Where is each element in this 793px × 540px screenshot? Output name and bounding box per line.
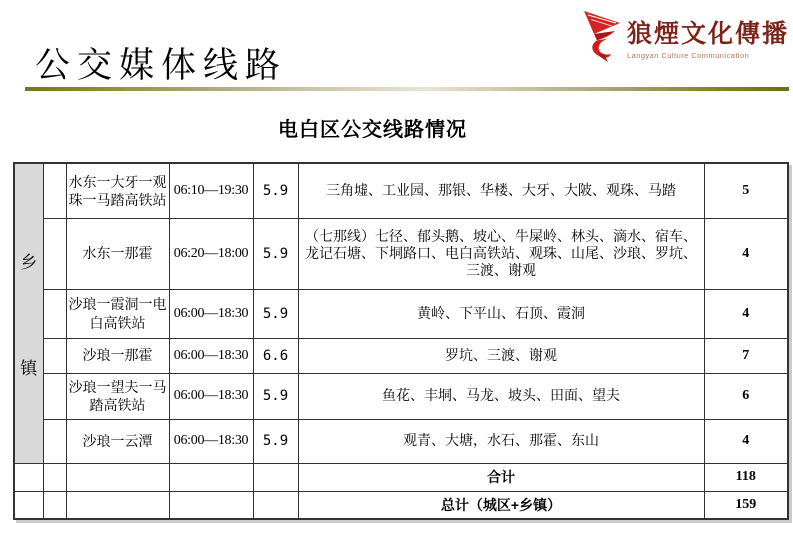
cell-time: 06:00—18:30 bbox=[169, 419, 253, 463]
red-ribbon-bird-icon bbox=[580, 7, 622, 63]
township-group-cell bbox=[14, 163, 43, 463]
brand-name-zh: 狼煙文化傳播 bbox=[626, 21, 789, 48]
spacer-cell bbox=[169, 463, 253, 491]
route-row bbox=[14, 338, 788, 373]
cell-km: 5.9 bbox=[253, 289, 298, 338]
cell-stops: 鱼花、丰垌、马龙、坡头、田面、望夫 bbox=[298, 373, 704, 419]
spacer-cell bbox=[66, 491, 169, 519]
summary-row bbox=[14, 491, 788, 519]
summary-label: 合计 bbox=[298, 463, 704, 491]
brand-text bbox=[627, 7, 789, 60]
route-row bbox=[14, 289, 788, 338]
cell-route: 沙琅一望夫一马踏高铁站 bbox=[66, 373, 169, 419]
spacer-cell bbox=[14, 491, 43, 519]
township-group-char: 镇 bbox=[20, 358, 38, 378]
cell-route: 水东一那霍 bbox=[66, 218, 169, 289]
summary-row bbox=[14, 463, 788, 491]
spacer-cell bbox=[43, 463, 66, 491]
summary-value: 159 bbox=[704, 491, 788, 519]
cell-time: 06:00—18:30 bbox=[169, 373, 253, 419]
route-row bbox=[14, 419, 788, 463]
cell-count: 4 bbox=[704, 419, 788, 463]
cell-time: 06:00—18:30 bbox=[169, 289, 253, 338]
spacer-cell bbox=[43, 338, 66, 373]
spacer-cell bbox=[43, 491, 66, 519]
bus-routes-table bbox=[13, 162, 789, 520]
cell-count: 5 bbox=[704, 163, 788, 218]
title-underline bbox=[25, 87, 789, 91]
page-title: 公交媒体线路 bbox=[35, 46, 288, 85]
spacer-cell bbox=[169, 491, 253, 519]
route-row bbox=[14, 373, 788, 419]
cell-route: 沙琅一霞洞一电白高铁站 bbox=[66, 289, 169, 338]
cell-count: 6 bbox=[704, 373, 788, 419]
cell-route: 水东一大牙一观珠一马踏高铁站 bbox=[66, 163, 169, 218]
cell-km: 5.9 bbox=[253, 419, 298, 463]
spacer-cell bbox=[43, 163, 66, 218]
township-group-char: 乡 bbox=[20, 252, 38, 272]
spacer-cell bbox=[66, 463, 169, 491]
cell-route: 沙琅一那霍 bbox=[66, 338, 169, 373]
spacer-cell bbox=[43, 373, 66, 419]
table-title: 电白区公交线路情况 bbox=[278, 119, 467, 141]
cell-stops: （七那线）七径、郁头鹅、坡心、牛屎岭、林头、滴水、宿车、龙记石塘、下垌路口、电白高铁站、观珠、山尾、沙琅、罗坑、三渡、谢观 bbox=[298, 218, 704, 289]
cell-km: 6.6 bbox=[253, 338, 298, 373]
cell-count: 7 bbox=[704, 338, 788, 373]
summary-value: 118 bbox=[704, 463, 788, 491]
route-row bbox=[14, 163, 788, 218]
cell-km: 5.9 bbox=[253, 218, 298, 289]
route-row bbox=[14, 218, 788, 289]
spacer-cell bbox=[43, 289, 66, 338]
spacer-cell bbox=[253, 463, 298, 491]
spacer-cell bbox=[14, 463, 43, 491]
cell-time: 06:10—19:30 bbox=[169, 163, 253, 218]
cell-stops: 罗坑、三渡、谢观 bbox=[298, 338, 704, 373]
cell-stops: 三角墟、工业园、那银、华楼、大牙、大陂、观珠、马踏 bbox=[298, 163, 704, 218]
cell-count: 4 bbox=[704, 218, 788, 289]
cell-count: 4 bbox=[704, 289, 788, 338]
brand-name-en: Langyan Culture Communication bbox=[626, 51, 750, 60]
brand-logo bbox=[580, 7, 789, 63]
cell-stops: 黄岭、下平山、石顶、霞洞 bbox=[298, 289, 704, 338]
cell-km: 5.9 bbox=[253, 373, 298, 419]
cell-route: 沙琅一云潭 bbox=[66, 419, 169, 463]
cell-time: 06:20—18:00 bbox=[169, 218, 253, 289]
cell-stops: 观青、大塘，水石、那霍、东山 bbox=[298, 419, 704, 463]
summary-label: 总计（城区+乡镇） bbox=[298, 491, 704, 519]
spacer-cell bbox=[43, 218, 66, 289]
cell-time: 06:00—18:30 bbox=[169, 338, 253, 373]
township-group-label bbox=[15, 166, 43, 460]
spacer-cell bbox=[43, 419, 66, 463]
spacer-cell bbox=[253, 491, 298, 519]
cell-km: 5.9 bbox=[253, 163, 298, 218]
